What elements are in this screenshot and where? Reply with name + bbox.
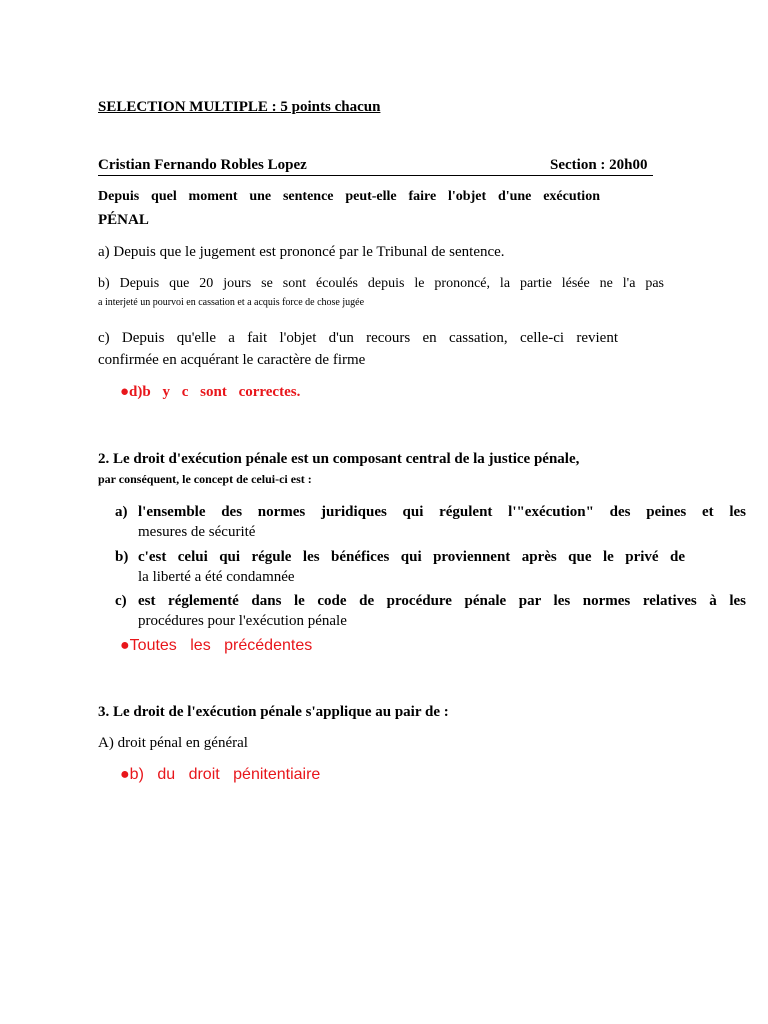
q2-line2: par conséquent, le concept de celui-ci est :	[98, 472, 312, 486]
q3-line1: 3. Le droit de l'exécution pénale s'applique au pair de :	[98, 704, 449, 720]
q2-option-b-letter: b)	[115, 549, 129, 565]
q2-option-a-line2: mesures de sécurité	[138, 524, 256, 540]
q2-option-c-line1: est réglementé dans le code de procédure pénale par les normes relatives à les	[138, 593, 746, 609]
q1-option-b	[98, 276, 664, 292]
q1-option-c-line1: c) Depuis qu'elle a fait l'objet d'un recours en cassation, celle-ci revient	[98, 330, 618, 346]
header-underline	[98, 175, 653, 176]
q2-option-a	[115, 504, 746, 541]
q1-line2: PÉNAL	[98, 212, 149, 228]
q1-option-c-line2: confirmée en acquérant le caractère de firme	[98, 352, 366, 368]
q2-option-c-letter: c)	[115, 593, 127, 609]
q2-option-b-line1: c'est celui qui régule les bénéfices qui proviennent après que le privé de	[138, 549, 685, 565]
q3-answer: ●b) du droit pénitentiaire	[120, 766, 321, 783]
q1-answer: ●d)b y c sont correctes.	[120, 384, 301, 400]
q1-option-b-line1: b) Depuis que 20 jours se sont écoulés depuis le prononcé, la partie lésée ne l'a pas	[98, 276, 664, 291]
q2-option-a-line1: l'ensemble des normes juridiques qui régulent l'"exécution" des peines et les	[138, 504, 746, 520]
student-name: Cristian Fernando Robles Lopez	[98, 157, 307, 173]
q1-option-b-line2: a interjeté un pourvoi en cassation et a acquis force de chose jugée	[98, 297, 365, 308]
q1-option-c	[98, 330, 618, 347]
q3-option-a: A) droit pénal en général	[98, 735, 248, 751]
q2-line1: 2. Le droit d'exécution pénale est un composant central de la justice pénale,	[98, 451, 580, 467]
q1-option-a: a) Depuis que le jugement est prononcé par le Tribunal de sentence.	[98, 244, 505, 260]
q2-option-b	[115, 549, 685, 586]
q1-line1: Depuis quel moment une sentence peut-elle faire l'objet d'une exécution	[98, 189, 600, 204]
section-label: Section : 20h00	[550, 157, 648, 173]
q2-option-c-line2: procédures pour l'exécution pénale	[138, 613, 347, 629]
q2-option-a-letter: a)	[115, 504, 128, 520]
q2-answer: ●Toutes les précédentes	[120, 637, 313, 654]
q1-text	[98, 189, 600, 205]
q2-option-c	[115, 593, 746, 630]
q2-option-b-line2: la liberté a été condamnée	[138, 569, 295, 585]
document-title: SELECTION MULTIPLE : 5 points chacun	[98, 99, 381, 115]
